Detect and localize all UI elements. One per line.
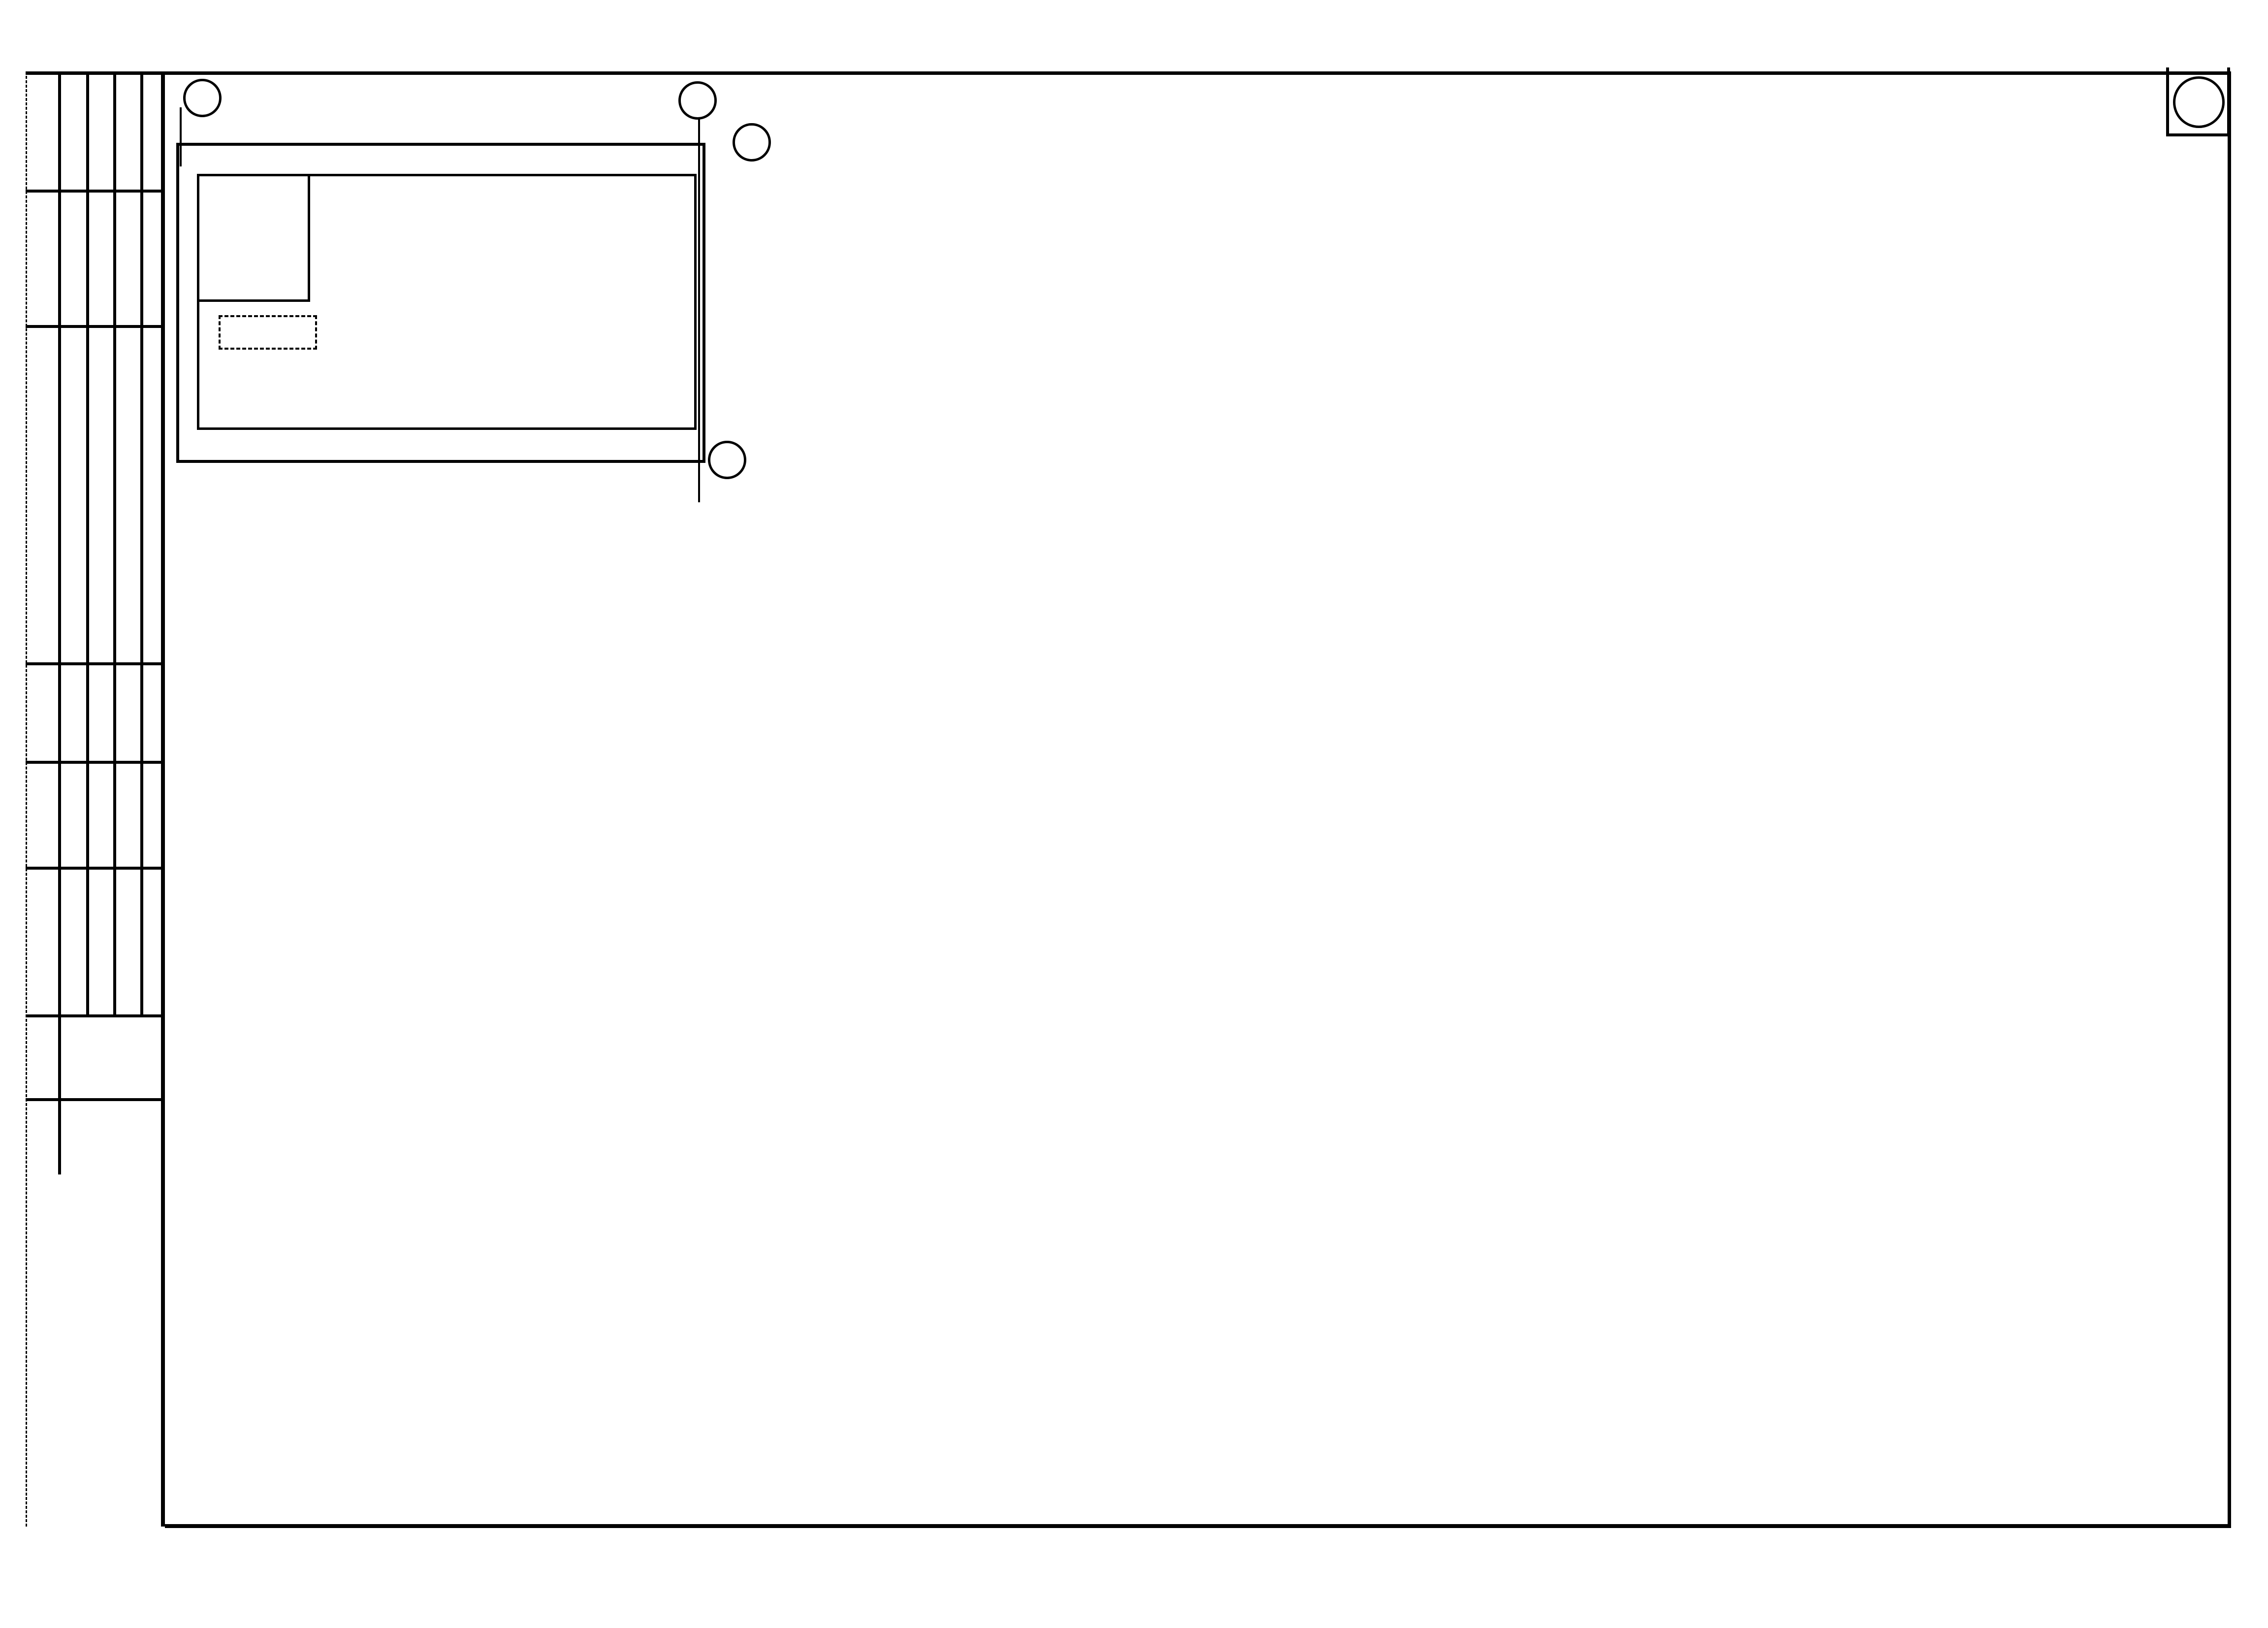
strip-divider	[140, 71, 143, 1017]
strip-divider	[86, 71, 89, 1017]
sheet-number	[2173, 76, 2225, 128]
sheet-number-box	[2166, 67, 2230, 136]
spacer	[278, 207, 308, 369]
strip-divider	[26, 761, 165, 764]
strip-divider	[113, 71, 116, 1017]
strip-divider	[26, 1014, 165, 1017]
strip-divider	[26, 1098, 165, 1101]
strip-divider	[26, 662, 165, 665]
frame-right-border	[2228, 71, 2231, 1527]
strip-divider	[26, 190, 165, 193]
strip-divider	[58, 71, 61, 1174]
strip-divider	[26, 867, 165, 870]
axis-marker-a	[708, 441, 746, 479]
axis-marker-b	[733, 123, 771, 162]
frame-bottom-border	[165, 1524, 2231, 1528]
axis-marker-1	[183, 79, 222, 117]
left-stamp-strip	[26, 71, 165, 1527]
strip-divider	[26, 325, 165, 328]
axis-marker-2	[678, 81, 717, 120]
spacer	[443, 167, 444, 168]
spacer	[442, 165, 443, 166]
